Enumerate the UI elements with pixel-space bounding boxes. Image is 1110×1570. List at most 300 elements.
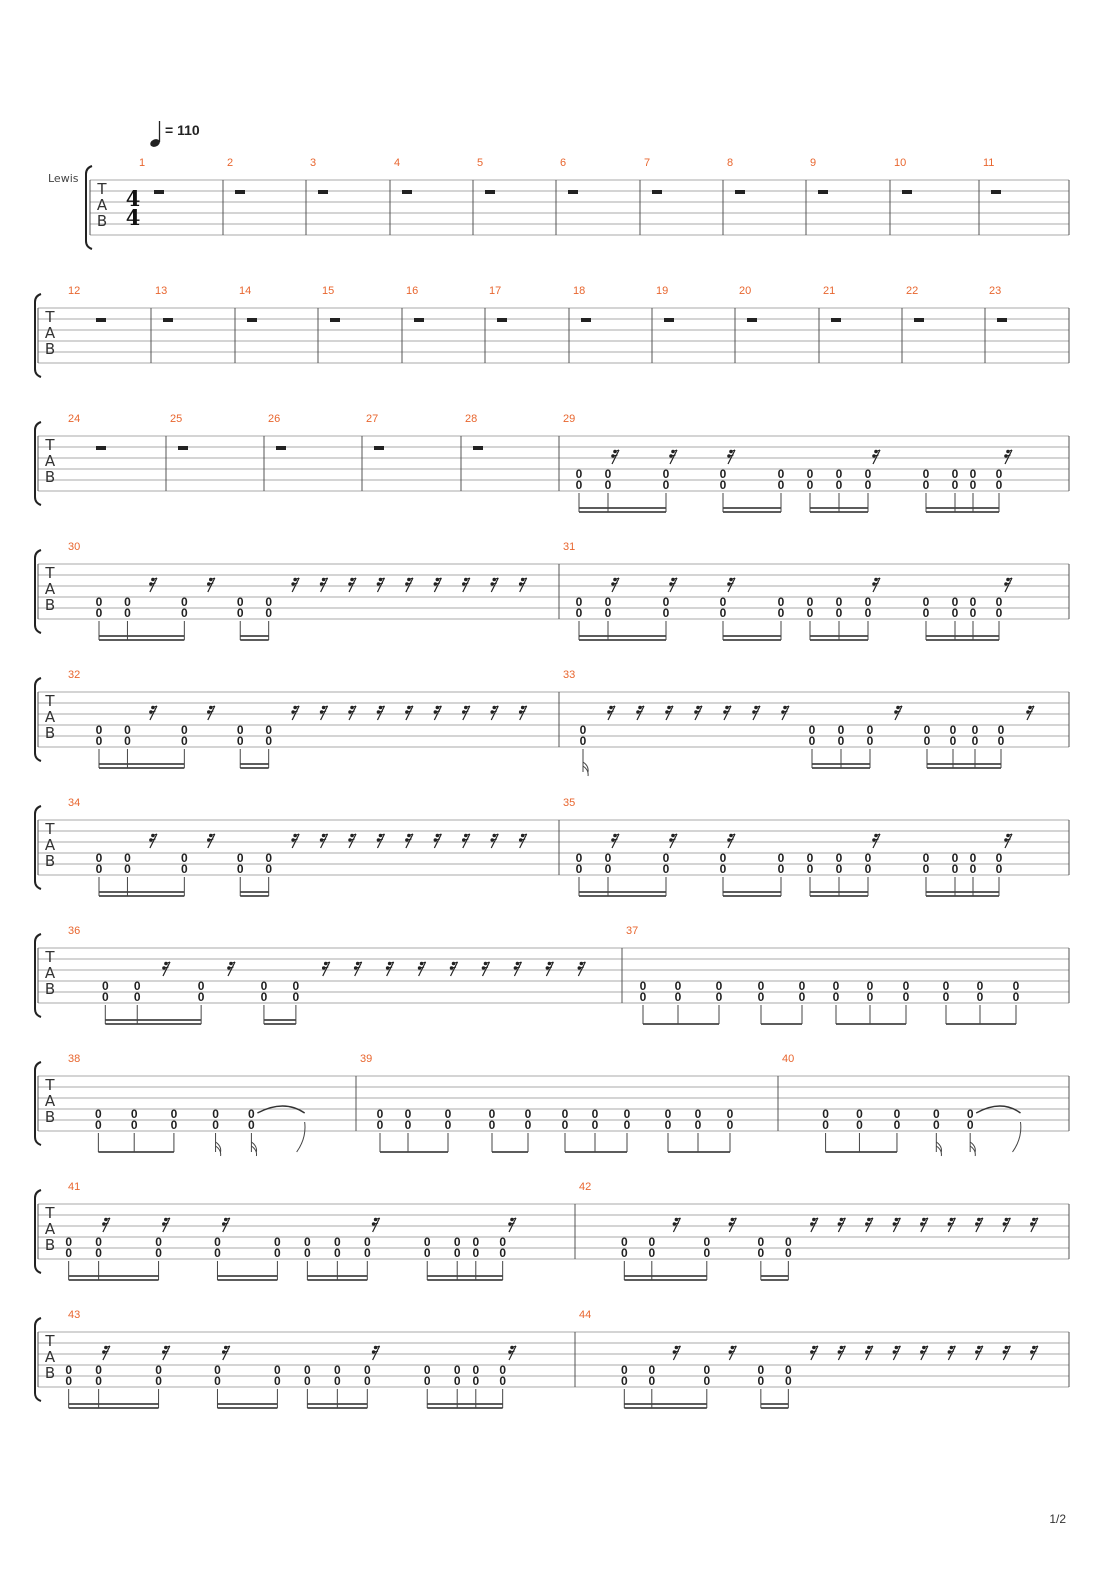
measure (465, 413, 559, 491)
fret-number: 0 (837, 723, 845, 737)
fret-number: 0 (265, 734, 273, 748)
fret-number: 0 (951, 606, 959, 620)
tab-letter: T (45, 692, 55, 710)
fret-number: 0 (124, 606, 131, 620)
fret-number: 0 (932, 1107, 940, 1121)
measure-number: 10 (894, 157, 907, 169)
fret-number: 0 (639, 990, 647, 1004)
fret-number: 0 (757, 1235, 765, 1249)
fret-number: 0 (575, 467, 583, 481)
fret-number: 0 (648, 1374, 656, 1388)
tab-letter: A (44, 836, 56, 854)
fret-number: 0 (949, 723, 957, 737)
fret-number: 0 (648, 1235, 656, 1249)
fret-number: 0 (662, 595, 670, 609)
fret-number: 0 (856, 1107, 863, 1121)
fret-number: 0 (662, 862, 670, 876)
fret-number: 0 (95, 723, 103, 737)
measure-number: 2 (227, 157, 234, 169)
measure (239, 285, 318, 363)
fret-number: 0 (95, 862, 103, 876)
staff-system (35, 541, 1069, 640)
fret-number: 0 (835, 467, 843, 481)
note-flag (297, 1122, 305, 1152)
fret-number: 0 (835, 851, 843, 865)
half-rest (485, 190, 495, 194)
fret-number: 0 (214, 1246, 221, 1260)
fret-number: 0 (274, 1235, 281, 1249)
fret-number: 0 (499, 1235, 507, 1249)
time-signature-top: 4 (125, 186, 141, 211)
fret-number: 0 (65, 1246, 73, 1260)
fret-number: 0 (971, 723, 979, 737)
half-rest (318, 190, 328, 194)
tab-letter: B (44, 724, 56, 742)
fret-number: 0 (866, 990, 874, 1004)
fret-number: 0 (798, 979, 806, 993)
fret-number: 0 (893, 1118, 901, 1132)
half-rest (664, 318, 674, 322)
measure (227, 157, 306, 235)
measure (322, 285, 402, 363)
half-rest (991, 190, 1001, 194)
staff-system (35, 1181, 1069, 1280)
fret-number: 0 (376, 1118, 384, 1132)
note-flag (583, 762, 588, 776)
half-rest (831, 318, 841, 322)
measure-number: 43 (68, 1309, 81, 1321)
measure (560, 157, 640, 235)
fret-number: 0 (575, 862, 583, 876)
note-flag (251, 1142, 256, 1156)
half-rest (914, 318, 924, 322)
measure (989, 285, 1069, 363)
fret-number: 0 (923, 734, 931, 748)
measure (823, 285, 902, 363)
fret-number: 0 (837, 734, 845, 748)
fret-number: 0 (866, 734, 874, 748)
fret-number: 0 (444, 1118, 452, 1132)
fret-number: 0 (265, 851, 273, 865)
fret-number: 0 (604, 478, 612, 492)
fret-number: 0 (575, 595, 583, 609)
half-rest (178, 446, 188, 450)
fret-number: 0 (95, 1107, 102, 1121)
fret-number: 0 (623, 1107, 631, 1121)
score-systems (35, 157, 1069, 1408)
measure-number: 26 (268, 413, 281, 425)
tab-letter: B (44, 596, 56, 614)
fret-number: 0 (197, 979, 205, 993)
page-number: 1/2 (1049, 1512, 1066, 1526)
fret-number: 0 (832, 990, 840, 1004)
measure-number: 24 (68, 413, 81, 425)
fret-number: 0 (248, 1118, 255, 1132)
fret-number: 0 (822, 1107, 829, 1121)
measure (366, 413, 461, 491)
fret-number: 0 (864, 862, 872, 876)
tab-letter: A (44, 708, 56, 726)
fret-number: 0 (942, 990, 950, 1004)
fret-number: 0 (524, 1107, 532, 1121)
measure (406, 285, 485, 363)
fret-number: 0 (472, 1235, 480, 1249)
fret-number: 0 (180, 734, 188, 748)
fret-number: 0 (472, 1246, 480, 1260)
measure (68, 669, 559, 768)
fret-number: 0 (363, 1363, 371, 1377)
fret-number: 0 (639, 979, 647, 993)
fret-number: 0 (95, 1363, 102, 1377)
fret-number: 0 (719, 595, 727, 609)
measure-number: 16 (406, 285, 419, 297)
measure-number: 3 (310, 157, 317, 169)
fret-number: 0 (777, 606, 785, 620)
fret-number: 0 (95, 595, 103, 609)
fret-number: 0 (423, 1374, 431, 1388)
fret-number: 0 (292, 990, 300, 1004)
fret-number: 0 (212, 1118, 219, 1132)
fret-number: 0 (155, 1374, 162, 1388)
measure (360, 1053, 778, 1152)
fret-number: 0 (835, 478, 843, 492)
fret-number: 0 (304, 1374, 311, 1388)
measure-number: 12 (68, 285, 81, 297)
tab-letter: T (45, 564, 55, 582)
fret-number: 0 (95, 1246, 102, 1260)
fret-number: 0 (214, 1235, 221, 1249)
measure-number: 18 (573, 285, 586, 297)
measure-number: 37 (626, 925, 639, 937)
fret-number: 0 (784, 1363, 792, 1377)
fret-number: 0 (575, 478, 583, 492)
fret-number: 0 (835, 606, 843, 620)
fret-number: 0 (575, 851, 583, 865)
measure (155, 285, 235, 363)
measure-number: 9 (810, 157, 817, 169)
fret-number: 0 (236, 734, 244, 748)
fret-number: 0 (260, 990, 268, 1004)
fret-number: 0 (453, 1246, 461, 1260)
tab-letter: B (44, 340, 56, 358)
fret-number: 0 (180, 862, 188, 876)
fret-number: 0 (488, 1107, 496, 1121)
fret-number: 0 (997, 734, 1005, 748)
staff-system (35, 925, 1069, 1024)
fret-number: 0 (922, 606, 930, 620)
fret-number: 0 (866, 979, 874, 993)
fret-number: 0 (65, 1363, 73, 1377)
fret-number: 0 (923, 723, 931, 737)
measure (983, 157, 1069, 235)
measure-number: 29 (563, 413, 576, 425)
measure (68, 797, 559, 896)
fret-number: 0 (130, 1118, 138, 1132)
fret-number: 0 (180, 606, 188, 620)
fret-number: 0 (822, 1118, 829, 1132)
fret-number: 0 (703, 1374, 711, 1388)
fret-number: 0 (777, 851, 785, 865)
measure-number: 28 (465, 413, 478, 425)
measure-number: 38 (68, 1053, 81, 1065)
measure-number: 44 (579, 1309, 592, 1321)
tab-letter: A (44, 1220, 56, 1238)
fret-number: 0 (674, 979, 682, 993)
half-rest (374, 446, 384, 450)
measure-number: 33 (563, 669, 576, 681)
fret-number: 0 (951, 851, 959, 865)
tab-letter: B (96, 212, 108, 230)
measure (626, 925, 1069, 1024)
fret-number: 0 (648, 1363, 656, 1377)
fret-number: 0 (995, 478, 1003, 492)
fret-number: 0 (304, 1235, 311, 1249)
measure (727, 157, 806, 235)
fret-number: 0 (715, 979, 723, 993)
fret-number: 0 (864, 467, 872, 481)
fret-number: 0 (101, 979, 109, 993)
half-rest (96, 446, 106, 450)
tab-letter: T (45, 1332, 55, 1350)
tab-letter: B (44, 980, 56, 998)
fret-number: 0 (423, 1363, 431, 1377)
measure-number: 5 (477, 157, 484, 169)
half-rest (581, 318, 591, 322)
fret-number: 0 (856, 1118, 863, 1132)
fret-number: 0 (591, 1107, 599, 1121)
fret-number: 0 (777, 862, 785, 876)
fret-number: 0 (806, 478, 814, 492)
measure (906, 285, 985, 363)
fret-number: 0 (995, 606, 1003, 620)
fret-number: 0 (995, 851, 1003, 865)
fret-number: 0 (757, 990, 765, 1004)
fret-number: 0 (620, 1363, 628, 1377)
note-flag (216, 1142, 221, 1156)
fret-number: 0 (662, 478, 670, 492)
tab-letter: B (44, 468, 56, 486)
tab-letter: T (45, 1076, 55, 1094)
fret-number: 0 (995, 595, 1003, 609)
measure-number: 17 (489, 285, 502, 297)
fret-number: 0 (969, 478, 977, 492)
fret-number: 0 (124, 851, 131, 865)
fret-number: 0 (404, 1118, 412, 1132)
measure-number: 34 (68, 797, 81, 809)
fret-number: 0 (604, 595, 612, 609)
fret-number: 0 (274, 1374, 281, 1388)
fret-number: 0 (236, 723, 244, 737)
fret-number: 0 (922, 467, 930, 481)
fret-number: 0 (664, 1107, 672, 1121)
fret-number: 0 (214, 1363, 221, 1377)
tab-letter: T (45, 820, 55, 838)
fret-number: 0 (995, 467, 1003, 481)
quarter-note-icon (149, 121, 161, 148)
fret-number: 0 (648, 1246, 656, 1260)
tempo-marking (149, 121, 200, 148)
fret-number: 0 (932, 1118, 940, 1132)
fret-number: 0 (951, 862, 959, 876)
fret-number: 0 (719, 478, 727, 492)
fret-number: 0 (922, 862, 930, 876)
fret-number: 0 (623, 1118, 631, 1132)
fret-number: 0 (376, 1107, 384, 1121)
fret-number: 0 (124, 734, 131, 748)
measure (477, 157, 556, 235)
tab-letter: B (44, 1108, 56, 1126)
measure (68, 285, 151, 363)
measure-number: 19 (656, 285, 669, 297)
measure-number: 6 (560, 157, 567, 169)
measure (563, 669, 1069, 776)
fret-number: 0 (806, 595, 814, 609)
staff-system (35, 1053, 1069, 1156)
half-rest (330, 318, 340, 322)
fret-number: 0 (95, 851, 103, 865)
measure (579, 1309, 1069, 1408)
fret-number: 0 (969, 606, 977, 620)
fret-number: 0 (976, 979, 984, 993)
fret-number: 0 (453, 1374, 461, 1388)
fret-number: 0 (579, 723, 587, 737)
fret-number: 0 (620, 1374, 628, 1388)
fret-number: 0 (995, 862, 1003, 876)
fret-number: 0 (620, 1246, 628, 1260)
half-rest (568, 190, 578, 194)
fret-number: 0 (214, 1374, 221, 1388)
measure (579, 1181, 1069, 1280)
fret-number: 0 (180, 723, 188, 737)
fret-number: 0 (922, 478, 930, 492)
fret-number: 0 (133, 979, 141, 993)
measure-number: 25 (170, 413, 183, 425)
staff-system (35, 797, 1069, 896)
fret-number: 0 (95, 606, 103, 620)
measure (65, 1181, 575, 1280)
tab-letter: A (44, 452, 56, 470)
fret-number: 0 (265, 606, 273, 620)
measure (170, 413, 264, 491)
fret-number: 0 (902, 990, 910, 1004)
measure-number: 21 (823, 285, 836, 297)
fret-number: 0 (719, 467, 727, 481)
fret-number: 0 (265, 595, 273, 609)
fret-number: 0 (694, 1118, 702, 1132)
fret-number: 0 (969, 595, 977, 609)
measure (68, 925, 622, 1024)
fret-number: 0 (604, 606, 612, 620)
fret-number: 0 (922, 851, 930, 865)
fret-number: 0 (922, 595, 930, 609)
fret-number: 0 (170, 1118, 178, 1132)
fret-number: 0 (524, 1118, 532, 1132)
fret-number: 0 (864, 606, 872, 620)
fret-number: 0 (757, 1363, 765, 1377)
fret-number: 0 (236, 606, 244, 620)
measure-number: 15 (322, 285, 335, 297)
fret-number: 0 (124, 595, 131, 609)
half-rest (497, 318, 507, 322)
fret-number: 0 (620, 1235, 628, 1249)
measure-number: 27 (366, 413, 379, 425)
tab-letter: B (44, 852, 56, 870)
fret-number: 0 (423, 1246, 431, 1260)
measure (489, 285, 569, 363)
fret-number: 0 (784, 1235, 792, 1249)
half-rest (414, 318, 424, 322)
measure-number: 1 (139, 157, 146, 169)
fret-number: 0 (499, 1246, 507, 1260)
fret-number: 0 (966, 1107, 974, 1121)
half-rest (747, 318, 757, 322)
fret-number: 0 (969, 851, 977, 865)
fret-number: 0 (65, 1374, 73, 1388)
fret-number: 0 (703, 1235, 711, 1249)
measure (394, 157, 473, 235)
fret-number: 0 (694, 1107, 702, 1121)
fret-number: 0 (604, 862, 612, 876)
fret-number: 0 (806, 862, 814, 876)
fret-number: 0 (236, 851, 244, 865)
fret-number: 0 (304, 1363, 311, 1377)
fret-number: 0 (726, 1107, 734, 1121)
fret-number: 0 (579, 734, 587, 748)
fret-number: 0 (951, 595, 959, 609)
fret-number: 0 (951, 478, 959, 492)
fret-number: 0 (304, 1246, 311, 1260)
fret-number: 0 (499, 1363, 507, 1377)
measure (894, 157, 979, 235)
fret-number: 0 (95, 1235, 102, 1249)
fret-number: 0 (971, 734, 979, 748)
half-rest (473, 446, 483, 450)
time-signature-bottom: 4 (125, 205, 141, 230)
fret-number: 0 (832, 979, 840, 993)
fret-number: 0 (65, 1235, 73, 1249)
tab-letter: A (44, 1092, 56, 1110)
fret-number: 0 (806, 606, 814, 620)
fret-number: 0 (236, 595, 244, 609)
fret-number: 0 (662, 851, 670, 865)
instrument-label: Lewis (48, 172, 79, 185)
fret-number: 0 (719, 862, 727, 876)
measure (310, 157, 390, 235)
fret-number: 0 (274, 1363, 281, 1377)
half-rest (902, 190, 912, 194)
tab-letter: B (44, 1364, 56, 1382)
fret-number: 0 (133, 990, 141, 1004)
measure-number: 30 (68, 541, 81, 553)
fret-number: 0 (662, 467, 670, 481)
fret-number: 0 (180, 851, 188, 865)
fret-number: 0 (777, 478, 785, 492)
fret-number: 0 (703, 1246, 711, 1260)
fret-number: 0 (674, 990, 682, 1004)
fret-number: 0 (488, 1118, 496, 1132)
fret-number: 0 (453, 1235, 461, 1249)
fret-number: 0 (124, 723, 131, 737)
measure-number: 23 (989, 285, 1002, 297)
system-bracket (86, 166, 92, 249)
fret-number: 0 (664, 1118, 672, 1132)
fret-number: 0 (260, 979, 268, 993)
tab-letter: T (45, 948, 55, 966)
measure (139, 157, 223, 235)
fret-number: 0 (808, 723, 816, 737)
fret-number: 0 (604, 467, 612, 481)
fret-number: 0 (835, 862, 843, 876)
